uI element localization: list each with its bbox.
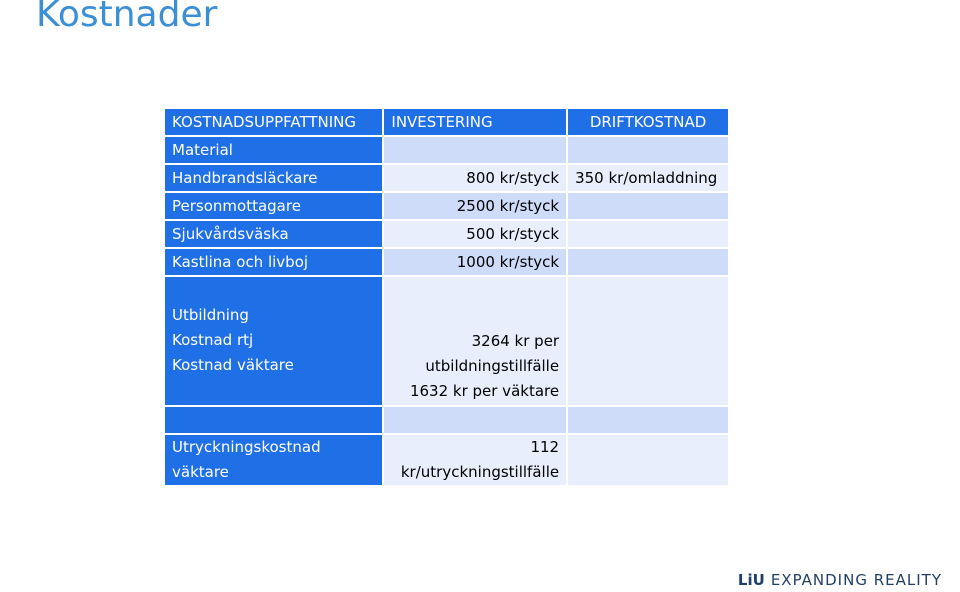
utbildning-value-line: utbildningstillfälle	[425, 357, 560, 375]
utbildning-labels	[164, 276, 383, 406]
row-label: Kastlina och livboj	[164, 248, 383, 276]
investering-value: 2500 kr/styck	[383, 192, 567, 220]
header-driftkostnad: DRIFTKOSTNAD	[567, 108, 729, 136]
header-investering: INVESTERING	[383, 108, 567, 136]
table-header-row	[164, 108, 729, 136]
table-cell	[567, 136, 729, 164]
page-title: Kostnader	[36, 0, 218, 35]
investering-value: 800 kr/styck	[383, 164, 567, 192]
investering-value: 1000 kr/styck	[383, 248, 567, 276]
drift-value	[567, 220, 729, 248]
label-utryckningskostnad: Utryckningskostnad	[172, 438, 321, 456]
liu-logo-mark: LiU	[737, 571, 765, 589]
label-kostnad-rtj: Kostnad rtj	[172, 331, 254, 349]
table-row	[164, 192, 729, 220]
label-utbildning: Utbildning	[172, 306, 249, 324]
drift-value	[567, 248, 729, 276]
row-label: Sjukvårdsväska	[164, 220, 383, 248]
table-row	[164, 164, 729, 192]
table-row	[164, 248, 729, 276]
utbildning-value-line: 1632 kr per väktare	[409, 382, 560, 400]
drift-value: 350 kr/omladdning	[567, 164, 729, 192]
liu-logo-text: EXPANDING REALITY	[770, 571, 942, 589]
table-cell	[567, 434, 729, 486]
header-kostnadsuppfattning: KOSTNADSUPPFATTNING	[164, 108, 383, 136]
table-row-utbildning	[164, 276, 729, 406]
utryckning-value-line: 112	[530, 438, 560, 456]
utbildning-value-line: 3264 kr per	[471, 332, 560, 350]
utryckning-labels	[164, 434, 383, 486]
section-label-material: Material	[164, 136, 383, 164]
label-vaktare: väktare	[172, 463, 229, 481]
cost-table	[163, 107, 730, 487]
label-kostnad-vaktare: Kostnad väktare	[172, 356, 294, 374]
utbildning-values	[383, 276, 567, 406]
table-cell	[567, 406, 729, 434]
table-row	[164, 406, 729, 434]
table-cell	[383, 136, 567, 164]
table-row	[164, 220, 729, 248]
table-cell	[383, 406, 567, 434]
drift-value	[567, 192, 729, 220]
utryckning-values	[383, 434, 567, 486]
row-label: Handbrandsläckare	[164, 164, 383, 192]
table-row-utryckning	[164, 434, 729, 486]
table-cell	[164, 406, 383, 434]
table-row	[164, 136, 729, 164]
investering-value: 500 kr/styck	[383, 220, 567, 248]
liu-logo	[738, 571, 942, 589]
table-cell	[567, 276, 729, 406]
utryckning-value-line: kr/utryckningstillfälle	[400, 463, 560, 481]
row-label: Personmottagare	[164, 192, 383, 220]
